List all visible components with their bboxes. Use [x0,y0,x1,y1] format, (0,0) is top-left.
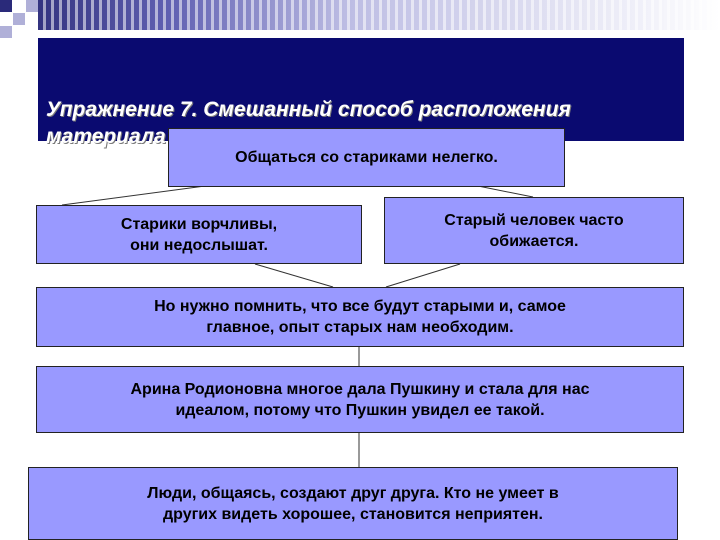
node-arina [36,366,684,433]
node-middle-text: Но нужно помнить, что все будут старыми и, самое главное, опыт старых нам необходим. [154,298,566,336]
node-left [36,205,362,264]
connector-right-middle [386,264,460,287]
node-top [168,128,565,187]
node-bottom [28,467,678,540]
connector-top-right [478,186,533,197]
node-right-text: Старый человек часто обижается. [444,211,624,250]
slide-title: Упражнение 7. Смешанный способ расположения материала [46,98,571,148]
node-right [384,197,684,264]
node-top-text: Общаться со стариками нелегко. [235,149,498,166]
node-bottom-text: Люди, общаясь, создают друг друга. Кто не умеет в других видеть хорошее, становится неприятен. [147,484,559,523]
connector-left-middle [255,264,333,287]
node-arina-text: Арина Родионовна многое дала Пушкину и стала для нас идеалом, потому что Пушкин увидел ее такой. [130,380,590,419]
node-left-text: Старики ворчливы, они недослышат. [120,215,278,254]
connector-top-left [62,186,205,205]
node-middle [36,287,684,347]
